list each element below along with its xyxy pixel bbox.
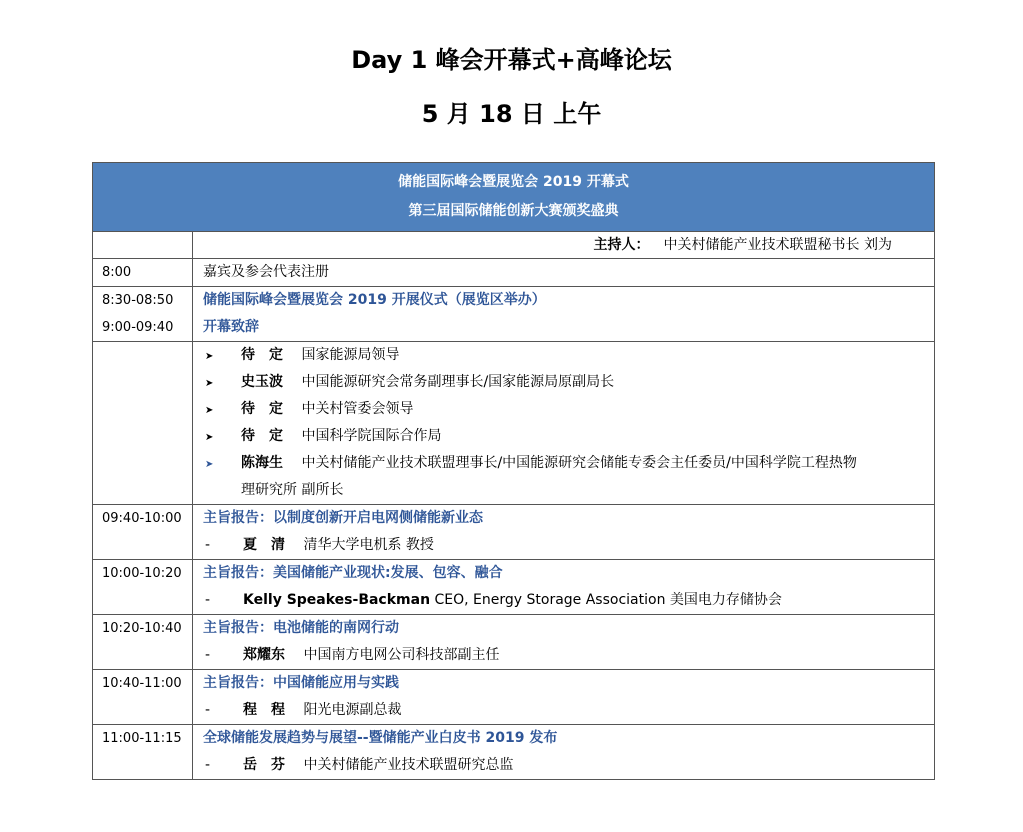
session-topic: 主旨报告：美国储能产业现状:发展、包容、融合	[203, 565, 503, 581]
speaker-item	[193, 450, 934, 477]
speaker-title: 国家能源局领导	[301, 347, 400, 363]
opening-item-1: 储能国际峰会暨展览会 2019 开展仪式（展览区举办）	[203, 292, 546, 308]
arrow-bullet-icon: ➤	[205, 432, 214, 443]
session-speaker-name: Kelly Speakes-Backman	[243, 592, 431, 608]
dash-bullet: -	[205, 537, 211, 553]
banner	[93, 163, 935, 232]
speaker-item	[193, 369, 934, 396]
dash-bullet: -	[205, 647, 211, 663]
page-title: Day 1 峰会开幕式+高峰论坛	[351, 46, 672, 74]
registration-row	[93, 259, 935, 287]
arrow-bullet-icon: ➤	[205, 378, 214, 389]
speakers-row	[93, 342, 935, 505]
session-time: 10:00-10:20	[102, 566, 182, 581]
session-speaker-title: 中国南方电网公司科技部副主任	[303, 647, 500, 663]
registration-time: 8:00	[102, 265, 132, 280]
speakers-time-cell	[93, 342, 193, 505]
dash-bullet: -	[205, 757, 211, 773]
page-subtitle-date: 5 月 18 日 上午	[421, 100, 602, 128]
speaker-name: 待 定	[241, 428, 283, 444]
banner-line-2: 第三届国际储能创新大赛颁奖盛典	[408, 203, 619, 219]
session-speaker-title: 中关村储能产业技术联盟研究总监	[303, 757, 514, 773]
host-cell	[193, 232, 935, 259]
speaker-name: 史玉波	[241, 374, 283, 390]
session-time: 10:40-11:00	[102, 676, 182, 691]
host-time-cell	[93, 232, 193, 259]
arrow-bullet-icon: ➤	[205, 405, 214, 416]
session-row	[93, 505, 935, 560]
banner-line-1: 储能国际峰会暨展览会 2019 开幕式	[398, 174, 629, 190]
session-topic: 全球储能发展趋势与展望--暨储能产业白皮书 2019 发布	[203, 730, 558, 746]
speaker-title: 中关村管委会领导	[301, 401, 414, 417]
speaker-name: 陈海生	[241, 455, 283, 471]
session-speaker-name: 夏 清	[243, 537, 285, 553]
session-topic: 主旨报告：以制度创新开启电网侧储能新业态	[203, 510, 483, 526]
speaker-title: 中国能源研究会常务副理事长/国家能源局原副局长	[301, 374, 615, 390]
session-row	[93, 615, 935, 670]
session-time: 11:00-11:15	[102, 731, 182, 746]
session-speaker-title: 清华大学电机系 教授	[303, 537, 434, 553]
session-row	[93, 725, 935, 780]
banner-row	[93, 163, 935, 232]
speaker-item	[193, 342, 934, 369]
arrow-bullet-icon: ➤	[205, 459, 214, 470]
speaker-name: 待 定	[241, 347, 283, 363]
host-value: 中关村储能产业技术联盟秘书长 刘为	[663, 237, 892, 253]
session-topic: 主旨报告：电池储能的南网行动	[203, 620, 399, 636]
host-label: 主持人：	[593, 237, 650, 253]
session-time: 09:40-10:00	[102, 511, 182, 526]
session-topic: 主旨报告：中国储能应用与实践	[203, 675, 399, 691]
host-row	[93, 232, 935, 259]
opening-time-1: 8:30-08:50	[102, 293, 174, 308]
speaker-item	[193, 423, 934, 450]
session-row	[93, 670, 935, 725]
speaker-name: 待 定	[241, 401, 283, 417]
speaker-item	[193, 396, 934, 423]
arrow-bullet-icon: ➤	[205, 351, 214, 362]
registration-text: 嘉宾及参会代表注册	[203, 264, 329, 280]
session-speaker-name: 程 程	[243, 702, 285, 718]
session-speaker-name: 岳 芬	[243, 757, 285, 773]
opening-item-2: 开幕致辞	[203, 319, 259, 335]
speaker-title-continued: 理研究所 副所长	[241, 482, 344, 498]
opening-row	[93, 287, 935, 342]
session-speaker-name: 郑耀东	[243, 647, 285, 663]
agenda-table	[92, 162, 935, 780]
dash-bullet: -	[205, 702, 211, 718]
session-speaker-title: CEO, Energy Storage Association 美国电力存储协会	[434, 592, 782, 608]
speaker-title: 中国科学院国际合作局	[301, 428, 442, 444]
dash-bullet: -	[205, 592, 211, 608]
session-time: 10:20-10:40	[102, 621, 182, 636]
opening-time-2: 9:00-09:40	[102, 320, 174, 335]
session-speaker-title: 阳光电源副总裁	[303, 702, 402, 718]
session-row	[93, 560, 935, 615]
speaker-title: 中关村储能产业技术联盟理事长/中国能源研究会储能专委会主任委员/中国科学院工程热物	[301, 455, 857, 471]
